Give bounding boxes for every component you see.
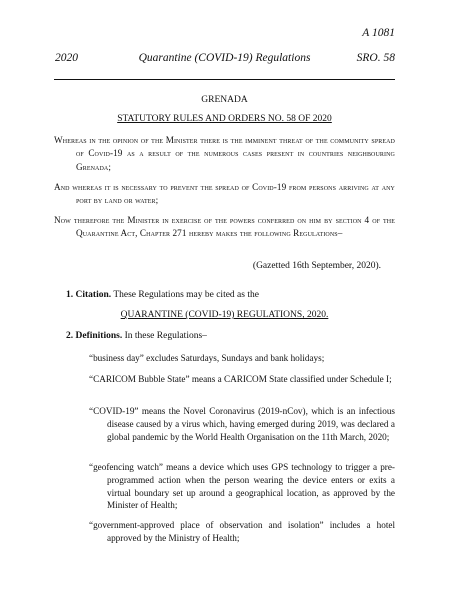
recital-2: And whereas it is necessary to prevent the spread of Covid-19 from persons arriving at any port by land or water; (54, 182, 395, 206)
definitions-text: In these Regulations– (122, 331, 207, 341)
definition-item: “geofencing watch” means a device which uses GPS technology to trigger a pre-programmed action when the person wearing the device enters or exits a virtual boundary set up around a geographical location, as approved by the Minister of Health; (89, 462, 395, 511)
header-rule (54, 79, 395, 80)
section-citation (66, 290, 396, 300)
short-title: QUARANTINE (COVID-19) REGULATIONS, 2020. (120, 310, 329, 320)
definition-item: “government-approved place of observation and isolation” includes a hotel approved by the Ministry of Health; (89, 520, 395, 543)
header-sro: SRO. 58 (356, 52, 395, 64)
gazetted-date: (Gazetted 16th September, 2020). (252, 261, 381, 271)
series-heading: STATUTORY RULES AND ORDERS NO. 58 OF 2020 (117, 114, 332, 124)
header-year: 2020 (55, 52, 78, 64)
definition-item: “CARICOM Bubble State” means a CARICOM State classified under Schedule I; (89, 374, 392, 384)
recital-3: Now therefore the Minister in exercise of the powers conferred on him by section 4 of the Quarantine Act, Chapter 271 hereby makes the following Regulations– (54, 215, 395, 239)
definition-item: “business day” excludes Saturdays, Sundays and bank holidays; (89, 353, 325, 363)
citation-text: These Regulations may be cited as the (111, 290, 259, 300)
definition-item: “COVID-19” means the Novel Coronavirus (2019-nCov), which is an infectious disease caused by a virus which, having emerged during 2019, was declared a global pandemic by the World Health Organisation on the 11th March, 2020; (89, 406, 395, 442)
recital-1: Whereas in the opinion of the Minister there is the imminent threat of the community spread of Covid-19 as a result of the numerous cases present in countries neighbouring Grenada; (54, 135, 395, 172)
page-number: A 1081 (362, 27, 395, 39)
header-title: Quarantine (COVID-19) Regulations (138, 52, 311, 64)
section-definitions (66, 331, 396, 341)
citation-heading: 1. Citation. (66, 290, 112, 300)
definitions-heading: 2. Definitions. (66, 331, 123, 341)
country-heading: GRENADA (201, 95, 248, 105)
